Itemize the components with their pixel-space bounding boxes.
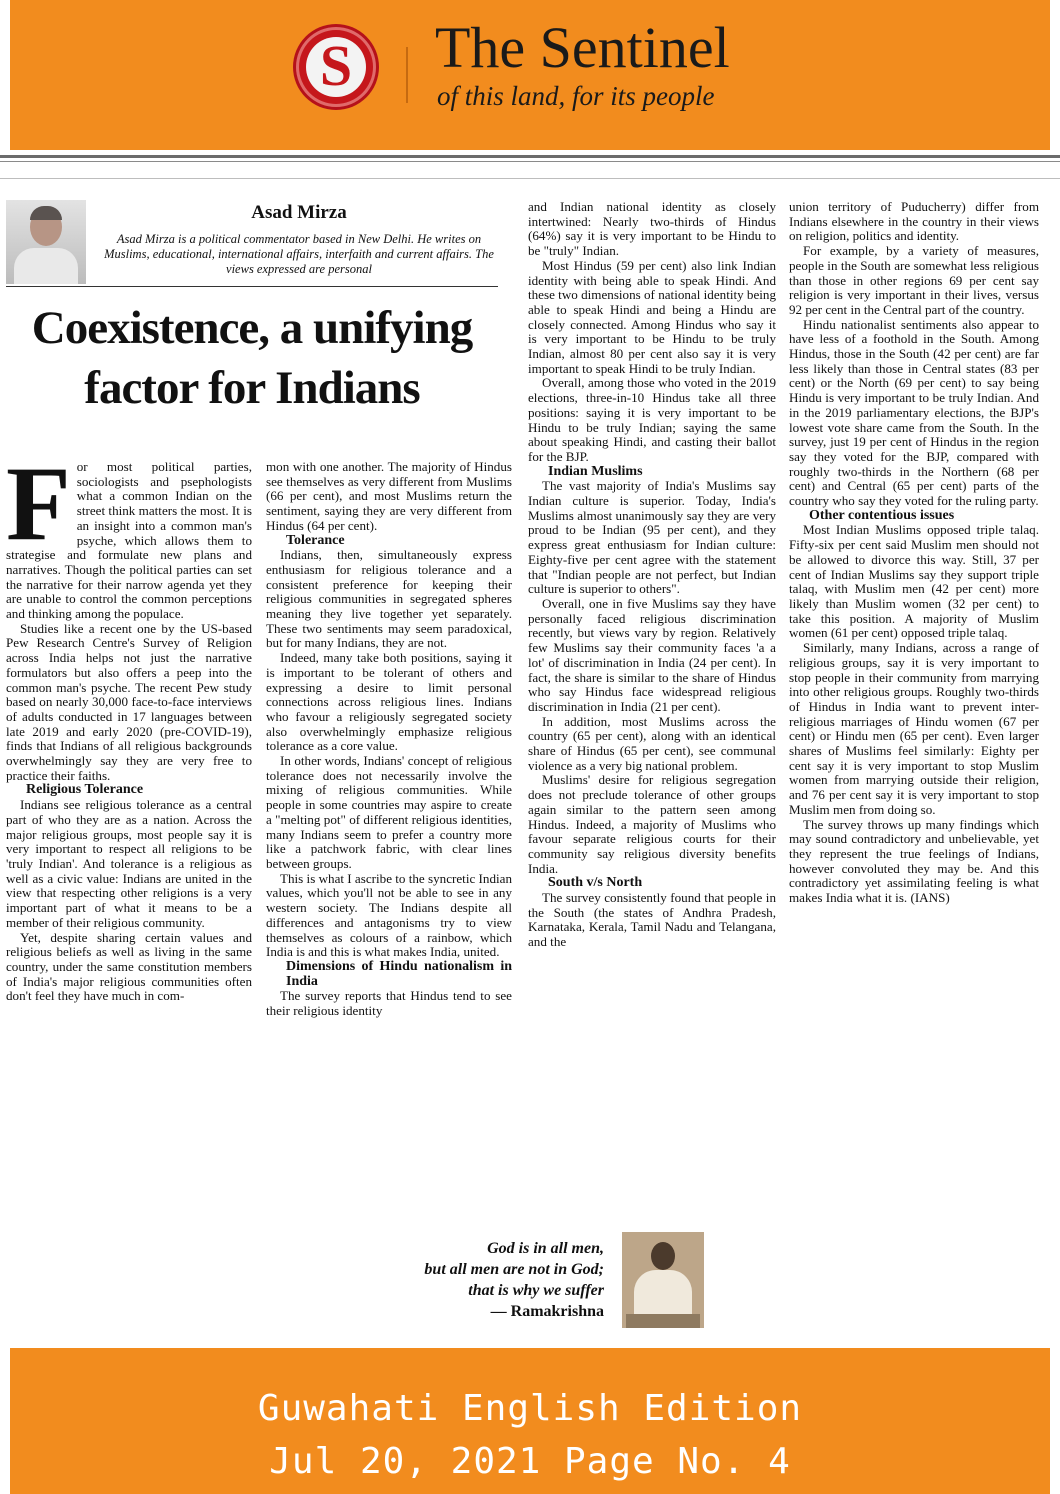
paragraph: Yet, despite sharing certain values and religious beliefs as well as living in the same country, under the same constitution members of India's major religious communities often don't feel they have much in com- [6,929,252,1004]
paragraph: and Indian national identity as closely intertwined: Nearly two-thirds of Hindus (64%) say it is very important to be Hindu to be "truly" Indian. [528,199,776,259]
paragraph: Muslims' desire for religious segregation does not preclude tolerance of other groups again similar to the pattern seen among Hindus. Indeed, a majority of Muslims who favour separate religious courts for their community say religious diversity benefits India. [528,772,776,876]
masthead-band [10,0,1050,150]
ramakrishna-quote [380,1238,604,1322]
paragraph: or most political parties, sociologists and psephologists what a common Indian on the street think matters the most. It is an insight into a common man's psyche, which allows them to strategise and formulate new plans and narratives. Though the political parties can set the narrative for their narrow agenda yet they are unable to control the common perceptions and thinking among the populace. [6,459,252,622]
paragraph: For example, by a variety of measures, people in the South are somewhat less religious than those in other regions 69 per cent say religion is very important in their lives, versus 92 per cent in the Central part of the country. [789,243,1039,317]
masthead [292,15,792,125]
author-name: Asad Mirza [251,202,347,223]
quote-line: but all men are not in God; [424,1261,604,1278]
paragraph: Overall, one in five Muslims say they have personally faced religious discrimination recently, but views vary by region. Relatively few Muslims say their community faces 'a a lot' of discrimination in India (24 per cent). In fact, the share is similar to the share of Hindus who say Hindus face widespread religious discrimination in India (21 per cent). [528,595,776,714]
edition-info [10,1382,1050,1488]
paragraph: Overall, among those who voted in the 2019 elections, three-in-10 Hindus take all three positions: saying it is very important to be Hindu to be truly Indian; saying the same about speaking Hindi, and casting their ballot for the BJP. [528,375,776,464]
subheading: Other contentious issues [809,507,955,523]
article-column-4 [789,200,1039,906]
paragraph: In other words, Indians' concept of religious tolerance does not necessarily involve the mixing of religious communities. While people in some countries may aspire to create a "melting pot" of different religious identities, many Indians seem to prefer a country more like a patchwork fabric, with clear lines between groups. [266,753,512,871]
paragraph: mon with one another. The majority of Hindus see themselves as very different from Muslims (66 per cent), and most Muslims return the sentiment, saying they are very different from Hindus (64 per cent). [266,459,512,533]
subheading: Tolerance [286,532,345,548]
paragraph: The survey consistently found that people in the South (the states of Andhra Pradesh, Karnataka, Kerala, Tamil Nadu and Telangana, and the [528,890,776,950]
paragraph: The vast majority of India's Muslims say Indian culture is superior. Today, India's Muslims almost unanimously say they are very proud to be Indian (95 per cent), and they express great enthusiasm for Indian culture: Eighty-five per cent agree with the statement that "Indian people are not perfect, but Indian culture is superior to others". [528,478,776,597]
newspaper-title: The Sentinel [435,15,730,80]
headline-line-2: factor for Indians [84,362,420,414]
edition-date-page: Jul 20, 2021 Page No. 4 [269,1441,791,1482]
quote-line: God is in all men, [487,1240,604,1257]
footer-band [10,1348,1050,1494]
author-box [6,200,498,287]
author-photo [6,200,86,284]
masthead-divider [406,47,408,103]
article-column-2 [266,460,512,1019]
paragraph: This is what I ascribe to the syncretic Indian values, which you'll not be able to see in any western society. The Indians despite all differences and antagonisms try to view themselves as colours of a rainbow, which India is and this is what makes India, united. [266,870,512,960]
ramakrishna-photo [622,1232,704,1328]
paragraph: Indians see religious tolerance as a central part of who they are as a nation. Across the major religious groups, most people say it is very important to respect all religions to be 'truly Indian'. And tolerance is a religious as well as a civic value: Indians are united in the view that respecting other religions is a very important part of what it means to be a member of their religious community. [6,797,252,930]
subheading: South v/s North [548,875,643,891]
header-rule-light [0,178,1060,179]
header-rule [0,155,1060,158]
subheading: Religious Tolerance [26,782,144,798]
header-rule-thin [0,161,1060,162]
paragraph: Hindu nationalist sentiments also appear to have less of a foothold in the South. Among Hindus, those in the South (42 per cent) are far less likely than those in Central states (83 per cent) or the North (69 per cent) to say being Hindu is very important to be truly Indian. And in the 2019 parliamentary elections, the BJP's lowest vote share came from the South. In the survey, just 19 per cent of Hindus in the region say they voted for the BJP, compared with roughly two-thirds in the Northern (68 per cent) and Central (65 per cent) parts of the country who say they voted for the ruling party. [789,316,1039,509]
quote-line: that is why we suffer [468,1282,604,1299]
subheading: Dimensions of Hindu nationalism in India [286,958,512,989]
article-column-3 [528,200,776,950]
sentinel-logo-icon [296,27,376,107]
drop-cap: F [6,445,71,562]
quote-attribution: — Ramakrishna [490,1303,604,1320]
paragraph: Indians, then, simultaneously express enthusiasm for religious tolerance and a consistent preference for keeping their religious communities in segregated spheres meaning they live together yet separately. These two sentiments may seem paradoxical, but for many Indians, they are not. [266,547,512,651]
logo-letter: S [319,33,353,98]
paragraph: Most Indian Muslims opposed triple talaq. Fifty-six per cent said Muslim men should not be allowed to divorce this way. Still, 37 per cent of Indian Muslims say they support triple talaq, with Muslim men (42 per cent) more likely than Muslim women (32 per cent) to take this position. A majority of Muslim women (61 per cent) opposed triple talaq. [789,522,1039,641]
newspaper-tagline: of this land, for its people [437,81,715,111]
paragraph: Similarly, many Indians, across a range of religious groups, say it is very important to stop people in their community from marrying into other religious groups. Roughly two-thirds of Hindus in India want to prevent inter-religious marriages of Hindu women (67 per cent) or Hindu men (65 per cent). Even larger shares of Muslims feel similarly: Eighty per cent say it is very important to stop Muslim women from marrying outside their religion, and 76 per cent say it is very important to stop Muslim men from doing so. [789,640,1039,817]
subheading: Indian Muslims [548,463,643,479]
article-column-1 [6,445,252,1004]
author-bio: Asad Mirza is a political commentator based in New Delhi. He writes on Muslims, educational, international affairs, interfaith and current affairs. The views expressed are personal [104,232,494,276]
paragraph: Studies like a recent one by the US-based Pew Research Centre's Survey of Religion across India helps not just the narrative formulators but also offers a peep into the common man's psyche. The recent Pew study based on nearly 30,000 face-to-face interviews of adults conducted in 17 languages between late 2019 and early 2020 (pre-COVID-19), finds that Indians of all religious backgrounds overwhelmingly say they are very free to practice their faiths. [6,620,252,783]
article-headline [6,298,498,418]
paragraph: Most Hindus (59 per cent) also link Indian identity with being able to speak Hindi. And these two dimensions of national identity being able to speak Hindi and being a Hindu are closely connected. Among Hindus who say it is very important to be Hindu to be truly Indian, almost 80 per cent also say it is very important to speak Hindi to be truly Indian. [528,257,777,376]
paragraph: The survey reports that Hindus tend to see their religious identity [266,988,512,1019]
headline-line-1: Coexistence, a unifying [31,302,473,354]
paragraph: Indeed, many take both positions, saying it is important to be tolerant of others and expressing a desire to limit personal connections across religious lines. Indians who favour a religiously segregated society also overwhelmingly emphasize religious tolerance as a core value. [266,650,512,754]
paragraph: The survey throws up many findings which may sound contradictory and unbelievable, yet they represent the true feelings of Indians, however convoluted they may be. And this contradictory yet assimilating feeling is what makes India what it is. (IANS) [789,816,1039,906]
paragraph: In addition, most Muslims across the country (65 per cent), along with an identical share of Hindus (65 per cent), see communal violence as a very big national problem. [528,713,776,773]
edition-name: Guwahati English Edition [257,1388,803,1429]
paragraph: union territory of Puducherry) differ from Indians elsewhere in the country in their views on religion, politics and identity. [789,199,1039,244]
